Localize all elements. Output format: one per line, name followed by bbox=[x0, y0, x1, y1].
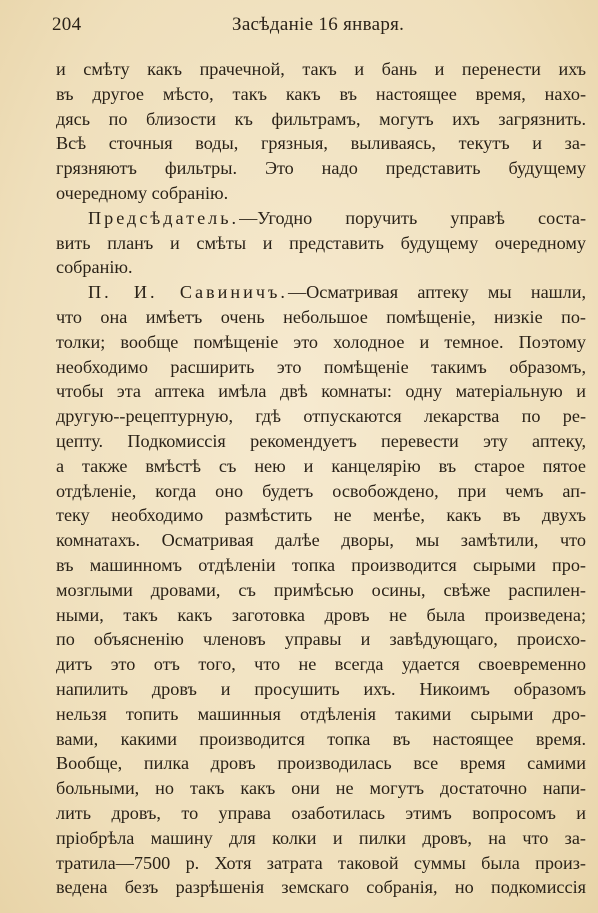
text-line: въ другое мѣсто, такъ какъ въ настоящее время, нахо- bbox=[56, 83, 586, 104]
speaker-text: —Угодно поручить управѣ соста- bbox=[239, 207, 586, 228]
text-line: комнатахъ. Осматривая далѣе дворы, мы замѣтили, что bbox=[56, 530, 586, 551]
text-line: толки; вообще помѣщеніе это холодное и темное. Поэтому bbox=[56, 331, 586, 352]
text-line: тратила—7500 р. Хотя затрата таковой суммы была произ- bbox=[56, 852, 586, 873]
text-line: чтобы эта аптека имѣла двѣ комнаты: одну матеріальную и bbox=[56, 381, 586, 402]
text-line: а также вмѣстѣ съ нею и канцелярію въ старое пятое bbox=[56, 455, 586, 476]
text-line: цепту. Подкомиссія рекомендуетъ перевести эту аптеку, bbox=[56, 430, 586, 451]
paragraph-3 bbox=[56, 280, 586, 900]
text-line: вами, какими производится топка въ настоящее время. bbox=[56, 728, 586, 749]
text-line: необходимо расширить это помѣщеніе такимъ образомъ, bbox=[56, 356, 586, 377]
text-line: больными, но такъ какъ они не могутъ достаточно напи- bbox=[56, 778, 586, 799]
text-line: отдѣленіе, когда оно будетъ освобождено, при чемъ ап- bbox=[56, 480, 586, 501]
text-line: напилить дровъ и просушить ихъ. Никоимъ образомъ bbox=[56, 678, 586, 699]
text-line: дитъ это отъ того, что не всегда удается своевременно bbox=[56, 654, 586, 675]
text-line: вить планъ и смѣты и представить будущему очередному bbox=[56, 232, 586, 253]
text-line: нельзя топить машинныя отдѣленія такими сырыми дро- bbox=[56, 703, 586, 724]
page-header bbox=[52, 14, 568, 40]
text-line: собранію. bbox=[56, 257, 133, 278]
speaker-text: —Осматривая аптеку мы нашли, bbox=[287, 282, 586, 303]
text-line: лить дровъ, то управа озаботилась этимъ вопросомъ и bbox=[56, 802, 586, 823]
speaker-name: Предсѣдатель. bbox=[88, 207, 240, 228]
text-line: въ машинномъ отдѣленіи топка производится сырыми про- bbox=[56, 554, 586, 575]
text-line bbox=[56, 206, 586, 231]
paragraph-1 bbox=[56, 57, 586, 206]
text-line: и смѣту какъ прачечной, такъ и бань и перенести ихъ bbox=[56, 59, 586, 79]
speaker-name: П. И. Савиничъ. bbox=[88, 282, 288, 303]
text-line bbox=[56, 280, 586, 305]
paragraph-2 bbox=[56, 206, 586, 280]
text-line: Вообще, пилка дровъ производилась все время самими bbox=[56, 753, 586, 774]
text-line: теку необходимо размѣстить не менѣе, какъ въ двухъ bbox=[56, 505, 586, 526]
running-title: Засѣданіе 16 января. bbox=[232, 14, 405, 35]
text-line: ными, такъ какъ заготовка дровъ не была произведена; bbox=[56, 604, 586, 625]
page-number: 204 bbox=[52, 14, 82, 35]
text-line: другую--рецептурную, гдѣ отпускаются лекарства по ре- bbox=[56, 406, 586, 427]
body-text bbox=[56, 57, 586, 900]
text-line: мозглыми дровами, съ примѣсью осины, свѣже распилен- bbox=[56, 579, 586, 600]
text-line: Всѣ сточныя воды, грязныя, выливаясь, текутъ и за- bbox=[56, 133, 586, 154]
text-line: ведена безъ разрѣшенія земскаго собранія, но подкомиссія bbox=[56, 877, 586, 898]
text-line: пріобрѣла машину для колки и пилки дровъ, на что за- bbox=[56, 827, 586, 848]
text-line: дясь по близости къ фильтрамъ, могутъ ихъ загрязнить. bbox=[56, 108, 586, 129]
text-line: по объясненію членовъ управы и завѣдующаго, происхо- bbox=[56, 629, 586, 650]
text-line: очередному собранію. bbox=[56, 182, 229, 203]
text-line: что она имѣетъ очень небольшое помѣщеніе, низкіе по- bbox=[56, 306, 586, 327]
text-line: грязняютъ фильтры. Это надо представить будущему bbox=[56, 158, 586, 179]
